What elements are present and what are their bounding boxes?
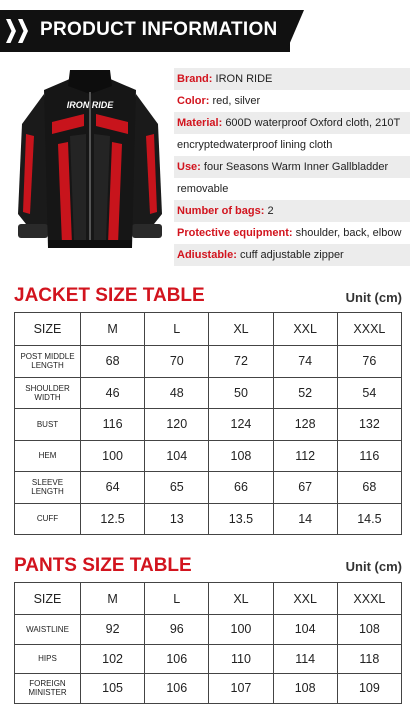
table-cell: 132 [337, 409, 401, 441]
table-cell: 114 [273, 644, 337, 674]
table-cell: 96 [145, 615, 209, 645]
row-label: HIPS [15, 644, 81, 674]
product-info-banner [0, 10, 416, 52]
table-row [15, 503, 402, 535]
table-cell: 109 [337, 674, 401, 704]
row-label: CUFF [15, 503, 81, 535]
table-row [15, 644, 402, 674]
info-key: Color: [177, 95, 210, 107]
table-cell: 116 [81, 409, 145, 441]
table-cell: 104 [273, 615, 337, 645]
table-cell: 108 [209, 440, 273, 472]
row-label: SHOULDER WIDTH [15, 377, 81, 409]
info-value: encryptedwaterproof lining cloth [177, 139, 333, 151]
table-cell: 107 [209, 674, 273, 704]
table-cell: 74 [273, 346, 337, 378]
info-row [174, 112, 410, 134]
column-header: SIZE [15, 313, 81, 346]
row-label: WAISTLINE [15, 615, 81, 645]
table-cell: 13.5 [209, 503, 273, 535]
column-header: XXL [273, 583, 337, 615]
table-cell: 14 [273, 503, 337, 535]
column-header: L [145, 313, 209, 346]
info-value: 2 [267, 205, 274, 217]
table-cell: 106 [145, 674, 209, 704]
column-header: SIZE [15, 583, 81, 615]
info-value: shoulder, back, elbow [295, 227, 402, 239]
table-cell: 66 [209, 472, 273, 504]
table-cell: 46 [81, 377, 145, 409]
info-key: Brand: [177, 73, 213, 85]
table-cell: 48 [145, 377, 209, 409]
table-cell: 120 [145, 409, 209, 441]
table-cell: 72 [209, 346, 273, 378]
column-header: XXL [273, 313, 337, 346]
table-cell: 102 [81, 644, 145, 674]
info-row [174, 68, 410, 90]
double-chevron-icon [6, 19, 28, 43]
table-row [15, 440, 402, 472]
jacket-table-unit: Unit (cm) [345, 290, 402, 305]
table-row [15, 377, 402, 409]
table-cell: 118 [337, 644, 401, 674]
table-cell: 65 [145, 472, 209, 504]
column-header: M [81, 313, 145, 346]
info-row [174, 178, 410, 200]
table-cell: 128 [273, 409, 337, 441]
table-cell: 14.5 [337, 503, 401, 535]
table-cell: 92 [81, 615, 145, 645]
table-row [15, 409, 402, 441]
info-row [174, 222, 410, 244]
info-key: Material: [177, 117, 223, 129]
pants-size-table [14, 582, 402, 704]
table-cell: 70 [145, 346, 209, 378]
table-cell: 116 [337, 440, 401, 472]
info-key: Adiustable: [177, 249, 237, 261]
table-row [15, 472, 402, 504]
table-cell: 105 [81, 674, 145, 704]
info-key: Use: [177, 161, 201, 173]
table-cell: 52 [273, 377, 337, 409]
jacket-size-table [14, 312, 402, 535]
pants-table-title: PANTS SIZE TABLE [14, 555, 192, 576]
column-header: XL [209, 313, 273, 346]
jacket-image [14, 64, 166, 260]
table-cell: 68 [81, 346, 145, 378]
row-label: HEM [15, 440, 81, 472]
info-row [174, 134, 410, 156]
info-value: IRON RIDE [215, 73, 273, 85]
table-cell: 108 [273, 674, 337, 704]
jacket-table-title: JACKET SIZE TABLE [14, 285, 205, 306]
info-value: removable [177, 183, 229, 195]
table-cell: 67 [273, 472, 337, 504]
table-cell: 112 [273, 440, 337, 472]
table-cell: 50 [209, 377, 273, 409]
column-header: M [81, 583, 145, 615]
table-cell: 100 [81, 440, 145, 472]
info-row [174, 90, 410, 112]
info-value: cuff adjustable zipper [239, 249, 344, 261]
info-row [174, 200, 410, 222]
column-header: XXXL [337, 583, 401, 615]
row-label: FOREIGN MINISTER [15, 674, 81, 704]
table-cell: 108 [337, 615, 401, 645]
table-cell: 54 [337, 377, 401, 409]
row-label: POST MIDDLE LENGTH [15, 346, 81, 378]
info-key: Number of bags: [177, 205, 265, 217]
jacket-logo: IRON RIDE [66, 100, 114, 110]
column-header: XXXL [337, 313, 401, 346]
row-label: SLEEVE LENGTH [15, 472, 81, 504]
table-row [15, 346, 402, 378]
info-value: four Seasons Warm Inner Gallbladder [203, 161, 389, 173]
banner-title: PRODUCT INFORMATION [40, 19, 278, 40]
row-label: BUST [15, 409, 81, 441]
pants-table-unit: Unit (cm) [345, 559, 402, 574]
info-key: Protective equipment: [177, 227, 293, 239]
table-cell: 76 [337, 346, 401, 378]
info-row [174, 244, 410, 266]
banner-tail [286, 10, 304, 52]
table-cell: 106 [145, 644, 209, 674]
column-header: L [145, 583, 209, 615]
table-cell: 12.5 [81, 503, 145, 535]
table-row [15, 615, 402, 645]
table-row [15, 674, 402, 704]
column-header: XL [209, 583, 273, 615]
table-cell: 64 [81, 472, 145, 504]
table-cell: 68 [337, 472, 401, 504]
product-info-list [174, 68, 410, 266]
info-value: red, silver [212, 95, 261, 107]
table-cell: 100 [209, 615, 273, 645]
table-cell: 13 [145, 503, 209, 535]
table-cell: 104 [145, 440, 209, 472]
table-cell: 110 [209, 644, 273, 674]
info-value: 600D waterproof Oxford cloth, 210T [225, 117, 401, 129]
info-row [174, 156, 410, 178]
table-cell: 124 [209, 409, 273, 441]
